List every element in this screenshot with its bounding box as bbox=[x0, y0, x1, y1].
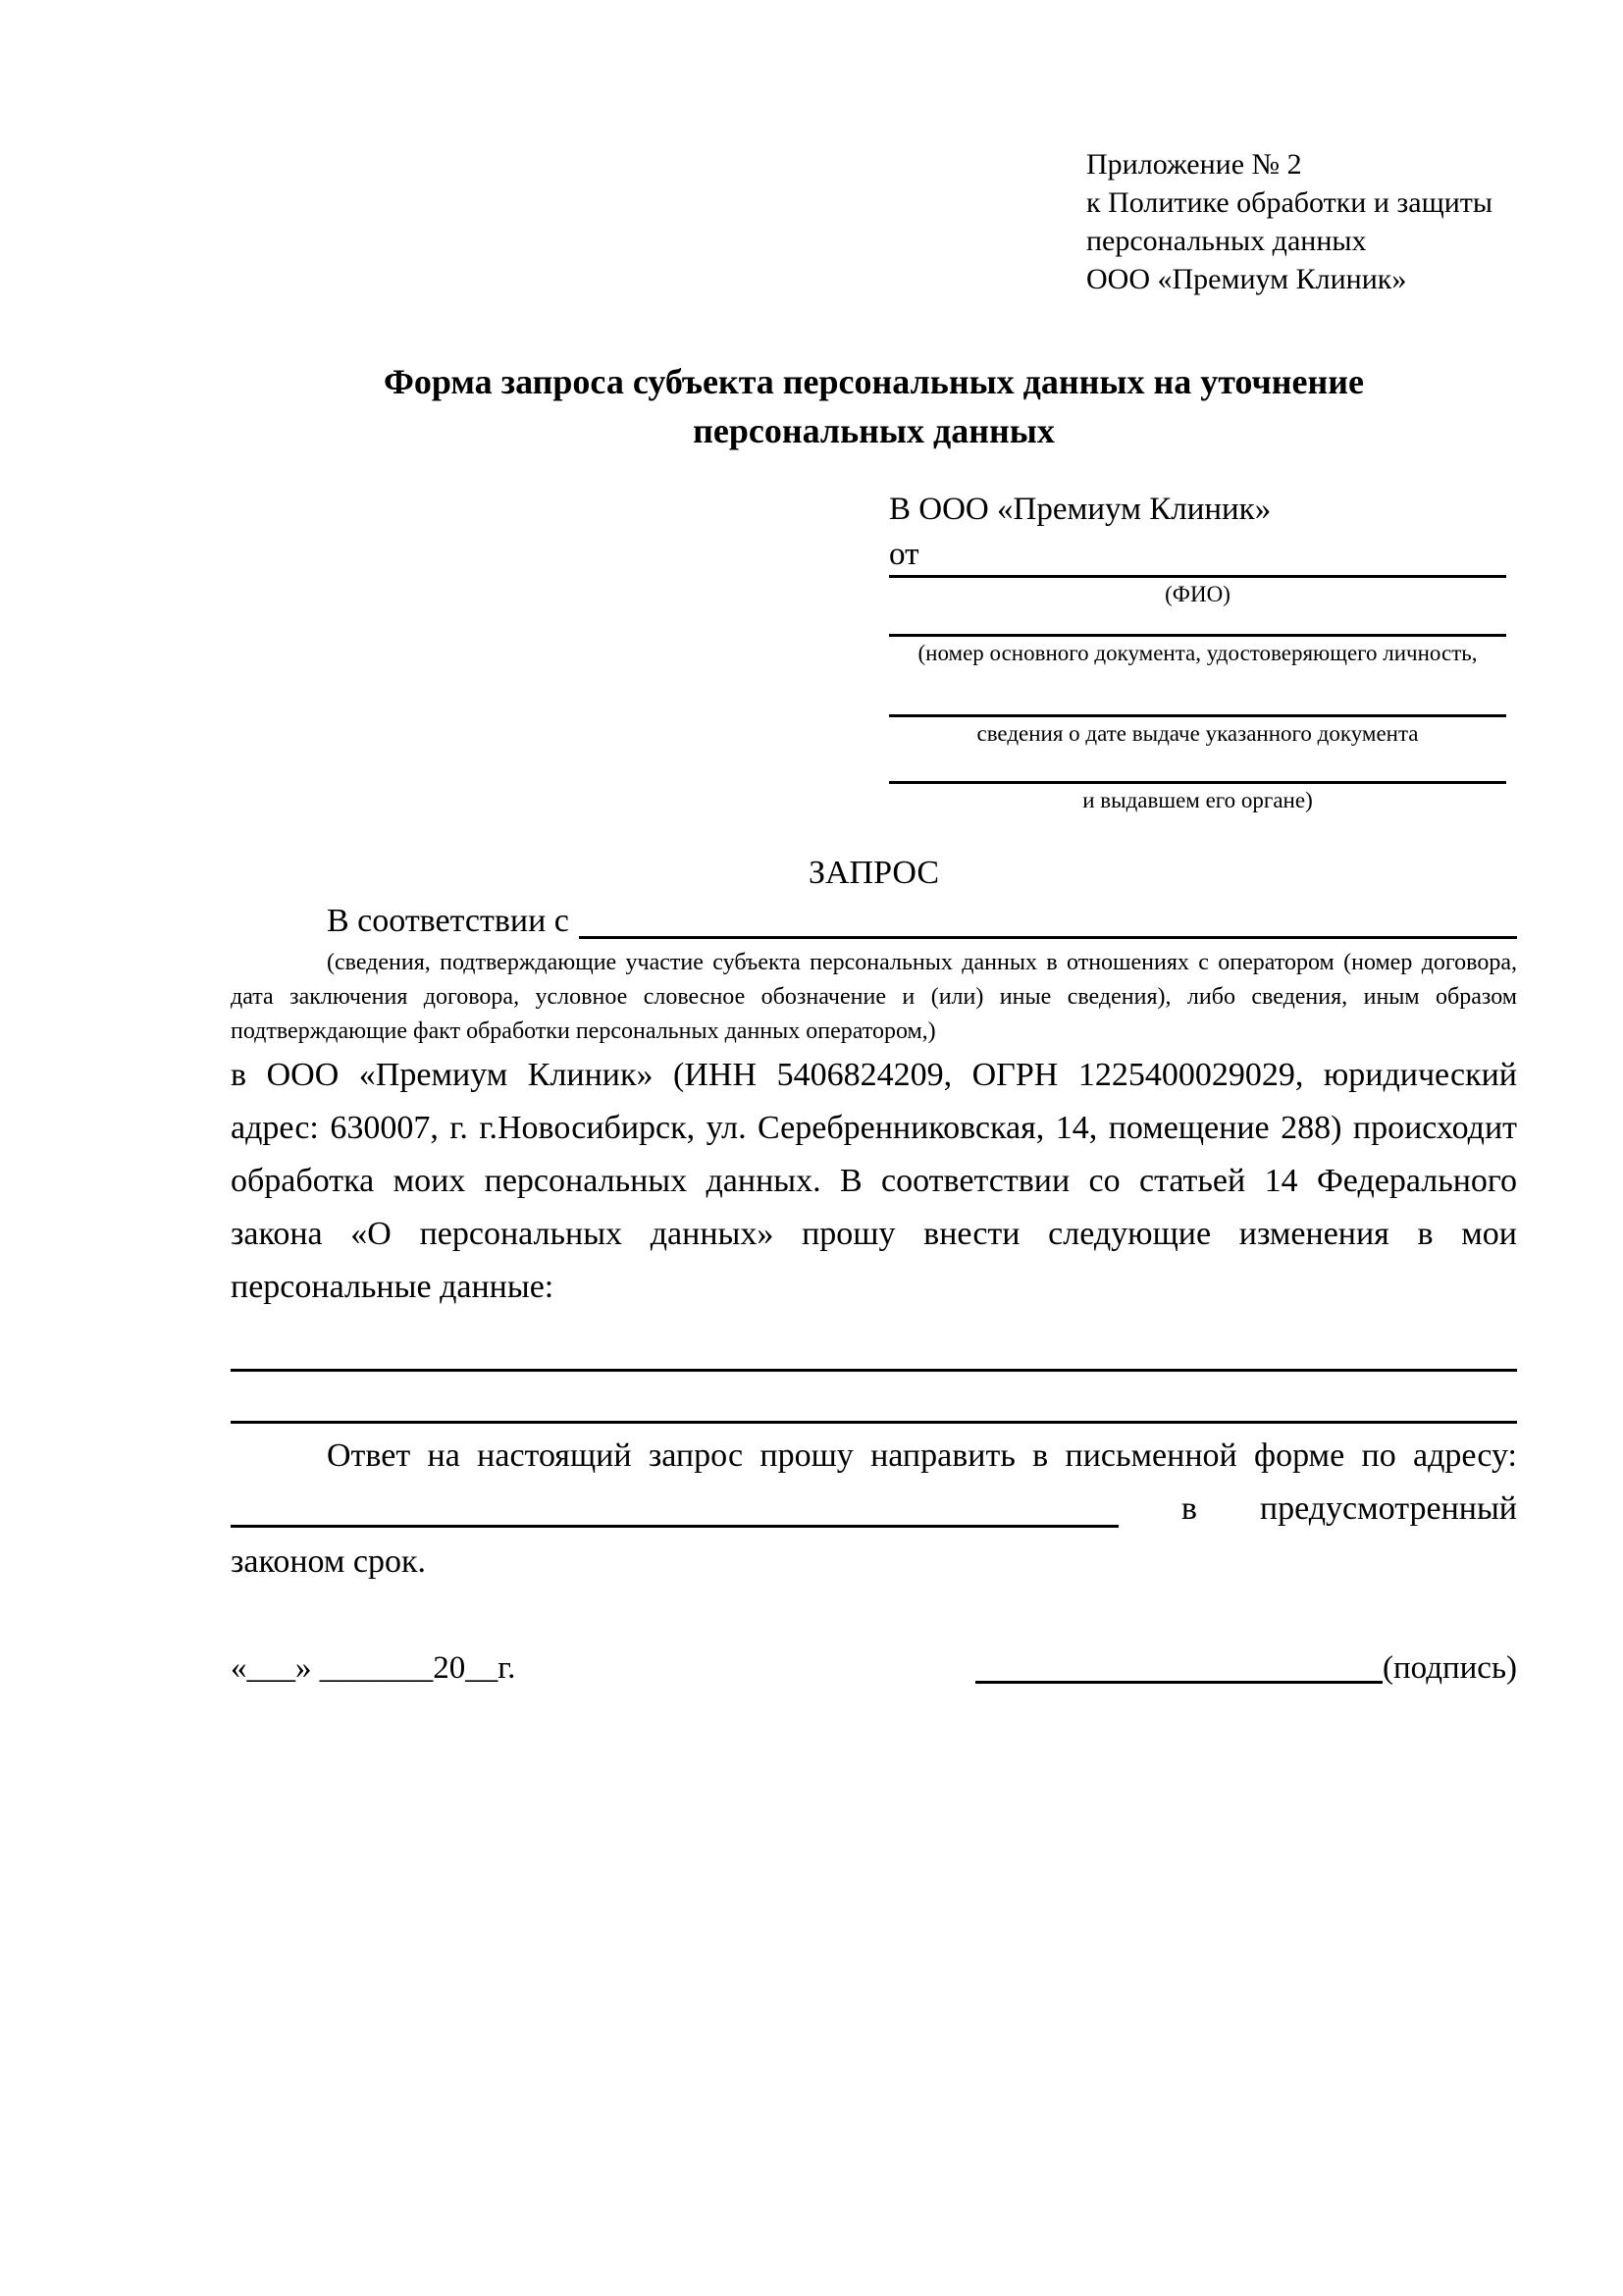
changes-blank-line-2 bbox=[231, 1372, 1517, 1424]
issue-date-caption: сведения о дате выдаче указанного документа bbox=[976, 721, 1419, 746]
changes-blank-line-1 bbox=[231, 1320, 1517, 1372]
basis-label: В соответствии с bbox=[327, 903, 569, 939]
addressee-from-label: от bbox=[889, 537, 919, 572]
appendix-header bbox=[1086, 145, 1517, 298]
appendix-header-line-1: Приложение № 2 bbox=[1086, 148, 1302, 181]
signature-caption: (подпись) bbox=[1383, 1650, 1517, 1686]
basis-row bbox=[231, 897, 1517, 946]
document-title-line-1: Форма запроса субъекта персональных данных на уточнение bbox=[384, 362, 1364, 401]
date-blank: «___» _______20__г. bbox=[231, 1650, 516, 1686]
reply-address-sentence: Ответ на настоящий запрос прошу направить в письменной форме по адресу: bbox=[327, 1437, 1517, 1474]
document-title bbox=[231, 357, 1517, 455]
request-body-paragraph: в ООО «Премиум Клиник» (ИНН 5406824209, ОГРН 1225400029029, юридический адрес: 630007, г. г.Новосибирск, ул. Серебренниковская, 14, помещение 288) происходит обработка моих персональных данных. В соответствии со статьей 14 Федерального закона «О персональных данных» прошу внести следующие изменения в мои персональные данные: bbox=[231, 1057, 1517, 1305]
identity-document-caption: (номер основного документа, удостоверяющего личность, bbox=[917, 641, 1478, 665]
appendix-header-line-2: к Политике обработки и защиты bbox=[1086, 186, 1493, 219]
appendix-header-line-3: персональных данных bbox=[1086, 225, 1367, 257]
issuing-authority-caption: и выдавшем его органе) bbox=[1082, 788, 1313, 812]
addressee-block bbox=[889, 485, 1506, 816]
fio-caption: (ФИО) bbox=[1165, 582, 1230, 606]
reply-closing: законом срок. bbox=[231, 1543, 426, 1580]
reply-word-v: в bbox=[1180, 1490, 1197, 1527]
basis-blank-line bbox=[579, 936, 1517, 939]
reply-address-row bbox=[231, 1483, 1517, 1536]
signature-blank-line bbox=[975, 1681, 1383, 1684]
request-heading: ЗАПРОС bbox=[808, 855, 940, 891]
signature-group bbox=[975, 1645, 1517, 1691]
addressee-organization: В ООО «Премиум Клиник» bbox=[889, 492, 1272, 527]
reply-word-predusmotrennyj: предусмотренный bbox=[1259, 1490, 1517, 1527]
appendix-header-line-4: ООО «Премиум Клиник» bbox=[1086, 263, 1407, 295]
document-title-line-2: персональных данных bbox=[693, 411, 1055, 450]
basis-footnote: (сведения, подтверждающие участие субъекта персональных данных в отношениях с оператором (номер договора, дата заключения договора, условное словесное обозначение и (или) иные сведения), либо сведения, иным образом подтверждающие факт обработки персональных данных оператором,) bbox=[231, 950, 1517, 1044]
reply-address-blank-line bbox=[231, 1525, 1119, 1528]
date-signature-row bbox=[231, 1645, 1517, 1691]
